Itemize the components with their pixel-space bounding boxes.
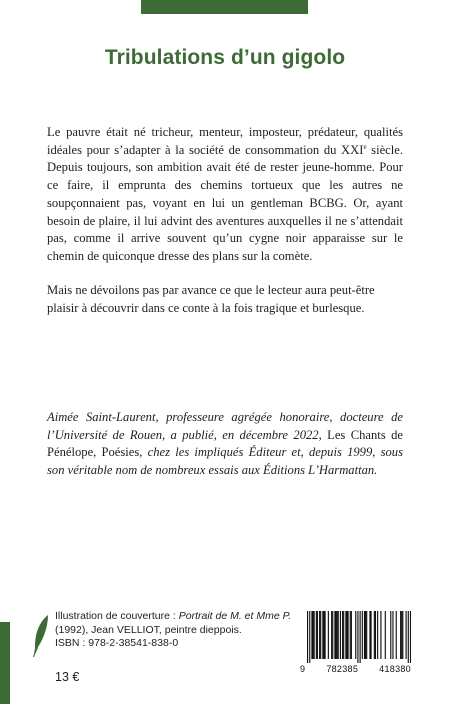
barcode-bar — [375, 611, 376, 659]
barcode-bar — [335, 611, 336, 659]
barcode-bar — [351, 611, 352, 659]
barcode-bar — [332, 611, 333, 659]
author-bio — [47, 409, 403, 480]
blurb-paragraph-2: Mais ne dévoilons pas par avance ce que le lecteur aura peut-être plaisir à découvrir dans ce conte à la fois tragique et burlesque. — [47, 283, 375, 315]
left-color-stripe — [0, 622, 10, 704]
barcode-bar — [360, 611, 361, 663]
barcode-bar — [317, 611, 318, 659]
barcode-bar — [408, 611, 409, 663]
barcode-digits — [300, 664, 411, 674]
barcode-bar — [311, 611, 312, 659]
barcode-bar — [365, 611, 366, 659]
barcode-bar — [362, 611, 363, 659]
barcode-digit-first: 9 — [300, 664, 306, 674]
top-color-band — [141, 0, 308, 14]
illustration-label: Illustration de couverture : — [55, 610, 179, 622]
illustration-credit — [55, 610, 305, 637]
author-bio-text-b: chez les impliqués Éditeur et, depuis 1999, sous son véritable nom de nombreux essais aux Éditions L’Harmattan. — [47, 445, 404, 478]
illustration-title: Portrait de M. et Mme P. — [178, 610, 292, 622]
barcode-bar — [307, 611, 308, 663]
barcode-bar — [355, 611, 356, 659]
barcode-bar — [396, 611, 397, 659]
barcode-bar — [309, 611, 310, 663]
illustration-rest: (1992), Jean VELLIOT, peintre dieppois. — [55, 623, 242, 636]
barcode-bar — [337, 611, 338, 659]
barcode-bar — [346, 611, 347, 659]
barcode-bar — [392, 611, 393, 659]
barcode-bar — [320, 611, 321, 659]
blurb-p1-text-b: siècle. Depuis toujours, son ambition avait été de rester jeune-homme. Pour ce faire, il emprunta des chemins tortueux que les autres ne soupçonnaient pas, voyant en lui un gentleman BCBG. Or, ayant besoin de plaire, il lui advint des aventures auxquelles il ne s’attendait pas, comme il arrive souvent qu’un cygne noir apparaisse sur le chemin de quiconque dresse des plans sur la comète. — [47, 142, 403, 263]
blurb-paragraph-1 — [47, 124, 403, 266]
barcode-bar — [319, 611, 320, 659]
barcode-bar — [377, 611, 378, 659]
back-cover-credits — [55, 610, 305, 651]
barcode-bar — [342, 611, 343, 659]
barcode-bar — [338, 611, 339, 659]
barcode-bar — [374, 611, 375, 659]
barcode-bar — [312, 611, 313, 659]
barcode-bar — [345, 611, 346, 659]
barcode-bar — [401, 611, 402, 659]
isbn-line: ISBN : 978-2-38541-838-0 — [55, 637, 179, 650]
feather-quill-icon — [32, 614, 50, 658]
barcode-bar — [331, 611, 332, 659]
barcode-bar — [323, 611, 324, 659]
barcode-bar — [340, 611, 341, 659]
barcode-bar — [369, 611, 370, 659]
barcode-bar — [325, 611, 326, 659]
barcode-bar — [364, 611, 365, 659]
century-superscript: e — [363, 142, 367, 151]
barcode-bar — [357, 611, 358, 663]
barcode-bar — [366, 611, 367, 659]
barcode-bar — [385, 611, 386, 659]
barcode-digits-right: 418380 — [379, 664, 411, 674]
barcode-bar — [316, 611, 317, 659]
barcode-bar — [348, 611, 349, 659]
barcode-bar — [328, 611, 329, 659]
barcode-bar — [322, 611, 323, 659]
barcode-bar — [350, 611, 351, 659]
price: 13 € — [55, 670, 80, 684]
barcode-bar — [314, 611, 315, 659]
barcode-bar — [410, 611, 411, 663]
barcode-digits-left: 782385 — [326, 664, 359, 674]
barcode-bar — [370, 611, 371, 659]
barcode-bar — [406, 611, 407, 659]
barcode-bar — [402, 611, 403, 659]
barcode-bar — [400, 611, 401, 659]
barcode-bar — [343, 611, 344, 659]
barcode-bar — [334, 611, 335, 659]
blurb-p1-text-a: Le pauvre était né tricheur, menteur, imposteur, prédateur, qualités idéales pour s’adapter à la société de consommation du XXI — [47, 125, 403, 157]
barcode-bar — [390, 611, 391, 659]
author-bio-text-a: Aimée Saint-Laurent, professeure agrégée honoraire, docteure de l’Université de Rouen, a publié, en décembre 2022, — [47, 410, 403, 442]
book-title: Tribulations d’un gigolo — [104, 46, 346, 69]
author-bio-work-title: Les Chants de Pénélope, Poésies, — [47, 427, 403, 460]
ean-barcode — [307, 611, 411, 663]
barcode-bar — [380, 611, 381, 659]
